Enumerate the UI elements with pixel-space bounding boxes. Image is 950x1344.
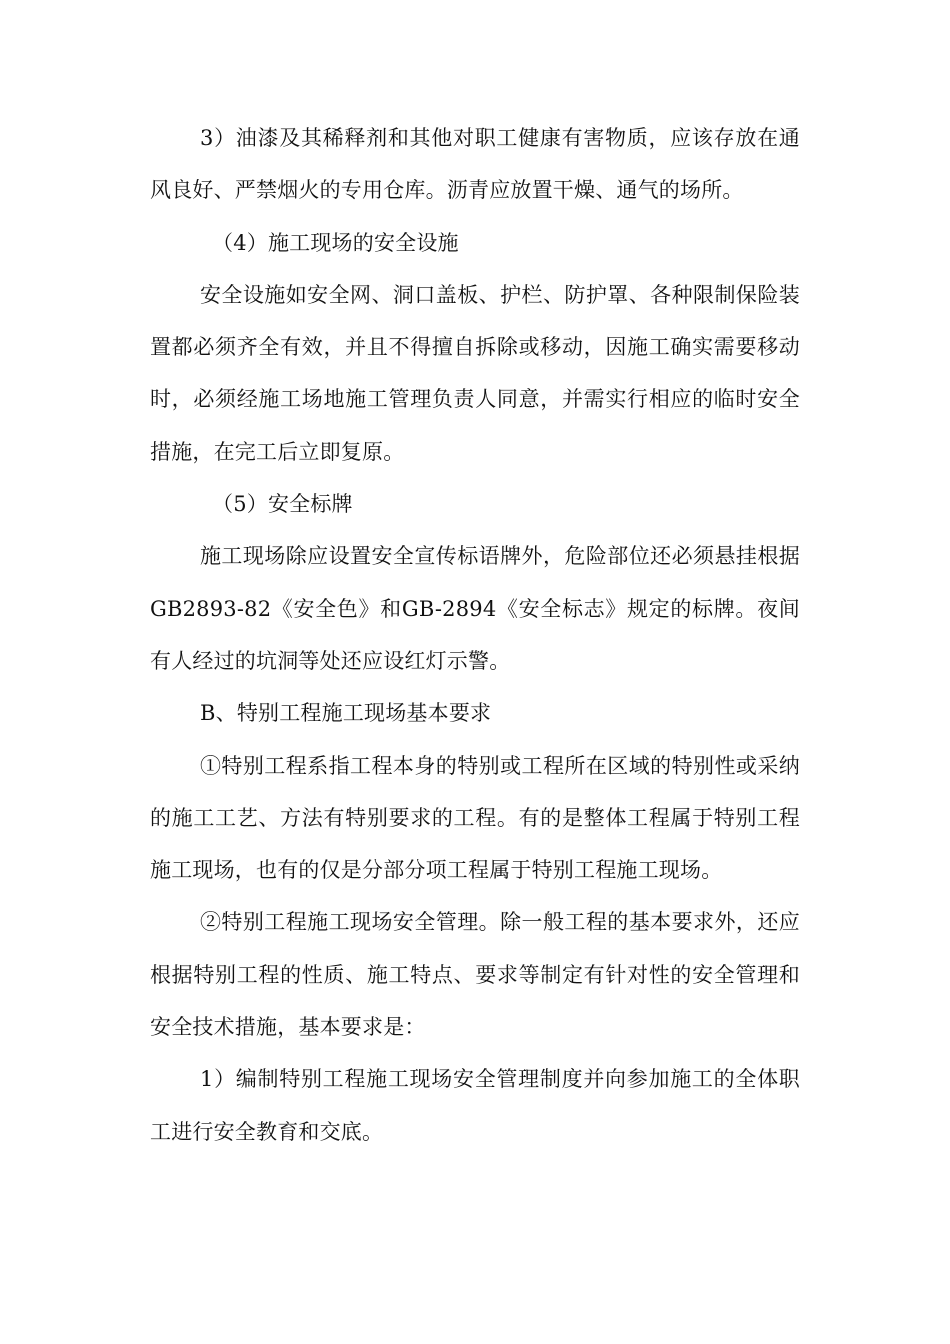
paragraph-safety-facilities: 安全设施如安全网、洞口盖板、护栏、防护罩、各种限制保险装置都必须齐全有效，并且不得擅自拆除或移动，因施工确实需要移动时，必须经施工场地施工管理负责人同意，并需实行相应的临时安全措施，在完工后立即复原。 bbox=[150, 282, 800, 464]
paragraph-safety-education: 1）编制特别工程施工现场安全管理制度并向参加施工的全体职工进行安全教育和交底。 bbox=[150, 1067, 800, 1144]
paragraph-special-project-definition: ①特别工程系指工程本身的特别或工程所在区域的特别性或采纳的施工工艺、方法有特别要求的工程。有的是整体工程属于特别工程施工现场，也有的仅是分部分项工程属于特别工程施工现场。 bbox=[150, 753, 800, 883]
section-heading-special-projects: B、特别工程施工现场基本要求 bbox=[200, 701, 492, 726]
paragraph-special-project-management: ②特别工程施工现场安全管理。除一般工程的基本要求外，还应根据特别工程的性质、施工特点、要求等制定有针对性的安全管理和安全技术措施，基本要求是： bbox=[150, 910, 800, 1040]
section-heading-safety-signs: （5）安全标牌 bbox=[212, 492, 353, 517]
section-heading-safety-facilities: （4）施工现场的安全设施 bbox=[212, 230, 459, 255]
paragraph-safety-signs: 施工现场除应设置安全宣传标语牌外，危险部位还必须悬挂根据GB2893-82《安全色》和GB-2894《安全标志》规定的标牌。夜间有人经过的坑洞等处还应设红灯示警。 bbox=[150, 544, 800, 673]
paragraph-paint-storage: 3）油漆及其稀释剂和其他对职工健康有害物质，应该存放在通风良好、严禁烟火的专用仓库。沥青应放置干燥、通气的场所。 bbox=[150, 126, 800, 203]
document-body bbox=[150, 112, 800, 1158]
